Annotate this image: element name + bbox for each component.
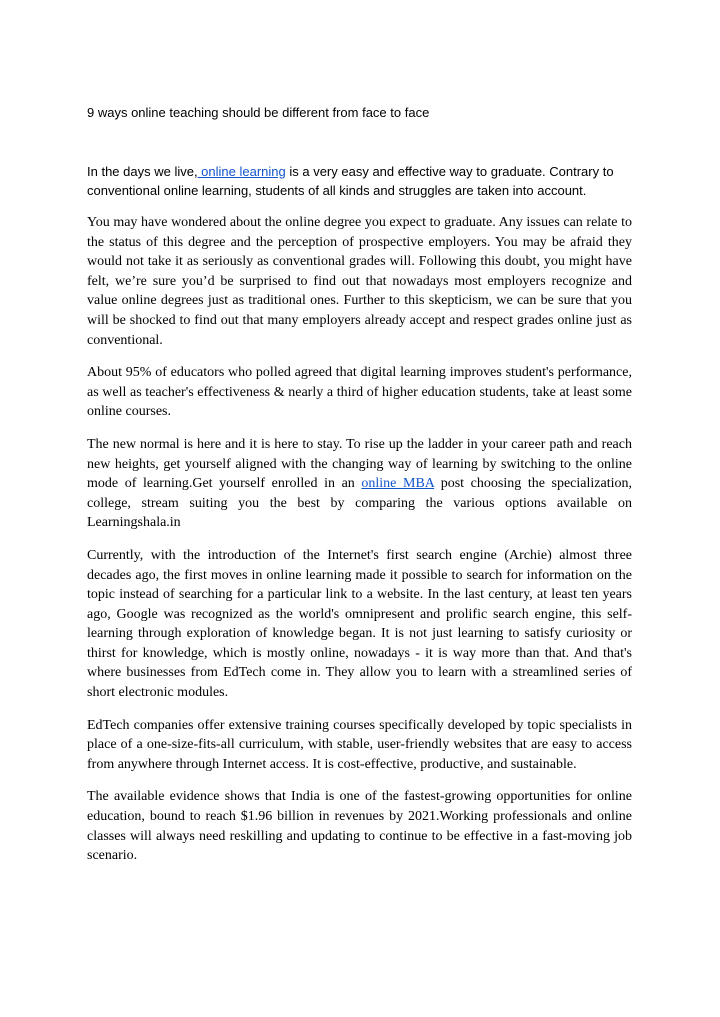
paragraph-new-normal xyxy=(87,435,632,533)
paragraph-online-degree: You may have wondered about the online degree you expect to graduate. Any issues can relate to the status of this degree and the perception of prospective employers. You may be afraid they would not take it as seriously as conventional grades will. Following this doubt, you might have felt, we’re sure you’d be surprised to find out that nowadays most employers recognize and value online degrees just as traditional ones. Further to this skepticism, we can be sure that you will be shocked to find out that many employers already accept and respect grades online just as conventional. xyxy=(87,215,632,348)
online-learning-link[interactable]: online learning xyxy=(197,164,286,179)
document-body xyxy=(87,103,632,879)
paragraph-educators-poll: About 95% of educators who polled agreed that digital learning improves student's performance, as well as teacher's effectiveness & nearly a third of higher education students, take at least some online courses. xyxy=(87,365,632,420)
paragraph-search-engine-history: Currently, with the introduction of the Internet's first search engine (Archie) almost three decades ago, the first moves in online learning made it possible to search for information on the topic instead of searching for a particular link to a website. In the last century, at least ten years ago, Google was recognized as the world's omnipresent and prolific search engine, this self-learning through exploration of knowledge began. It is not just learning to satisfy curiosity or thirst for knowledge, which is mostly online, nowadays - it is way more than that. And that's where businesses from EdTech come in. They allow you to learn with a streamlined series of short electronic modules. xyxy=(87,547,632,701)
paragraph-india-evidence: The available evidence shows that India is one of the fastest-growing opportunities for online education, bound to reach $1.96 billion in revenues by 2021.Working professionals and online classes will always need reskilling and updating to continue to be effective in a fast-moving job scenario. xyxy=(87,789,632,864)
new-normal-text-after: post choosing the specialization, college, stream suiting you the best by comparing the various options available on Learningshala.in xyxy=(87,476,632,531)
intro-text-before: In the days we live, xyxy=(87,164,198,179)
new-normal-text-before: The new normal is here and it is here to stay. To rise up the ladder in your career path and reach new heights, get yourself aligned with the changing way of learning by switching to the online mode of learning.Get yourself enrolled in an xyxy=(87,436,632,492)
document-title: 9 ways online teaching should be different from face to face xyxy=(87,105,430,120)
online-mba-link[interactable]: online MBA xyxy=(361,476,435,492)
intro-text-after: is a very easy and effective way to graduate. Contrary to conventional online learning, students of all kinds and struggles are taken into account. xyxy=(87,164,614,198)
paragraph-edtech-companies: EdTech companies offer extensive training courses specifically developed by topic specialists in place of a one-size-fits-all curriculum, with stable, user-friendly websites that are easy to access from anywhere through Internet access. It is cost-effective, productive, and sustainable. xyxy=(87,717,632,772)
intro-paragraph xyxy=(87,162,632,200)
